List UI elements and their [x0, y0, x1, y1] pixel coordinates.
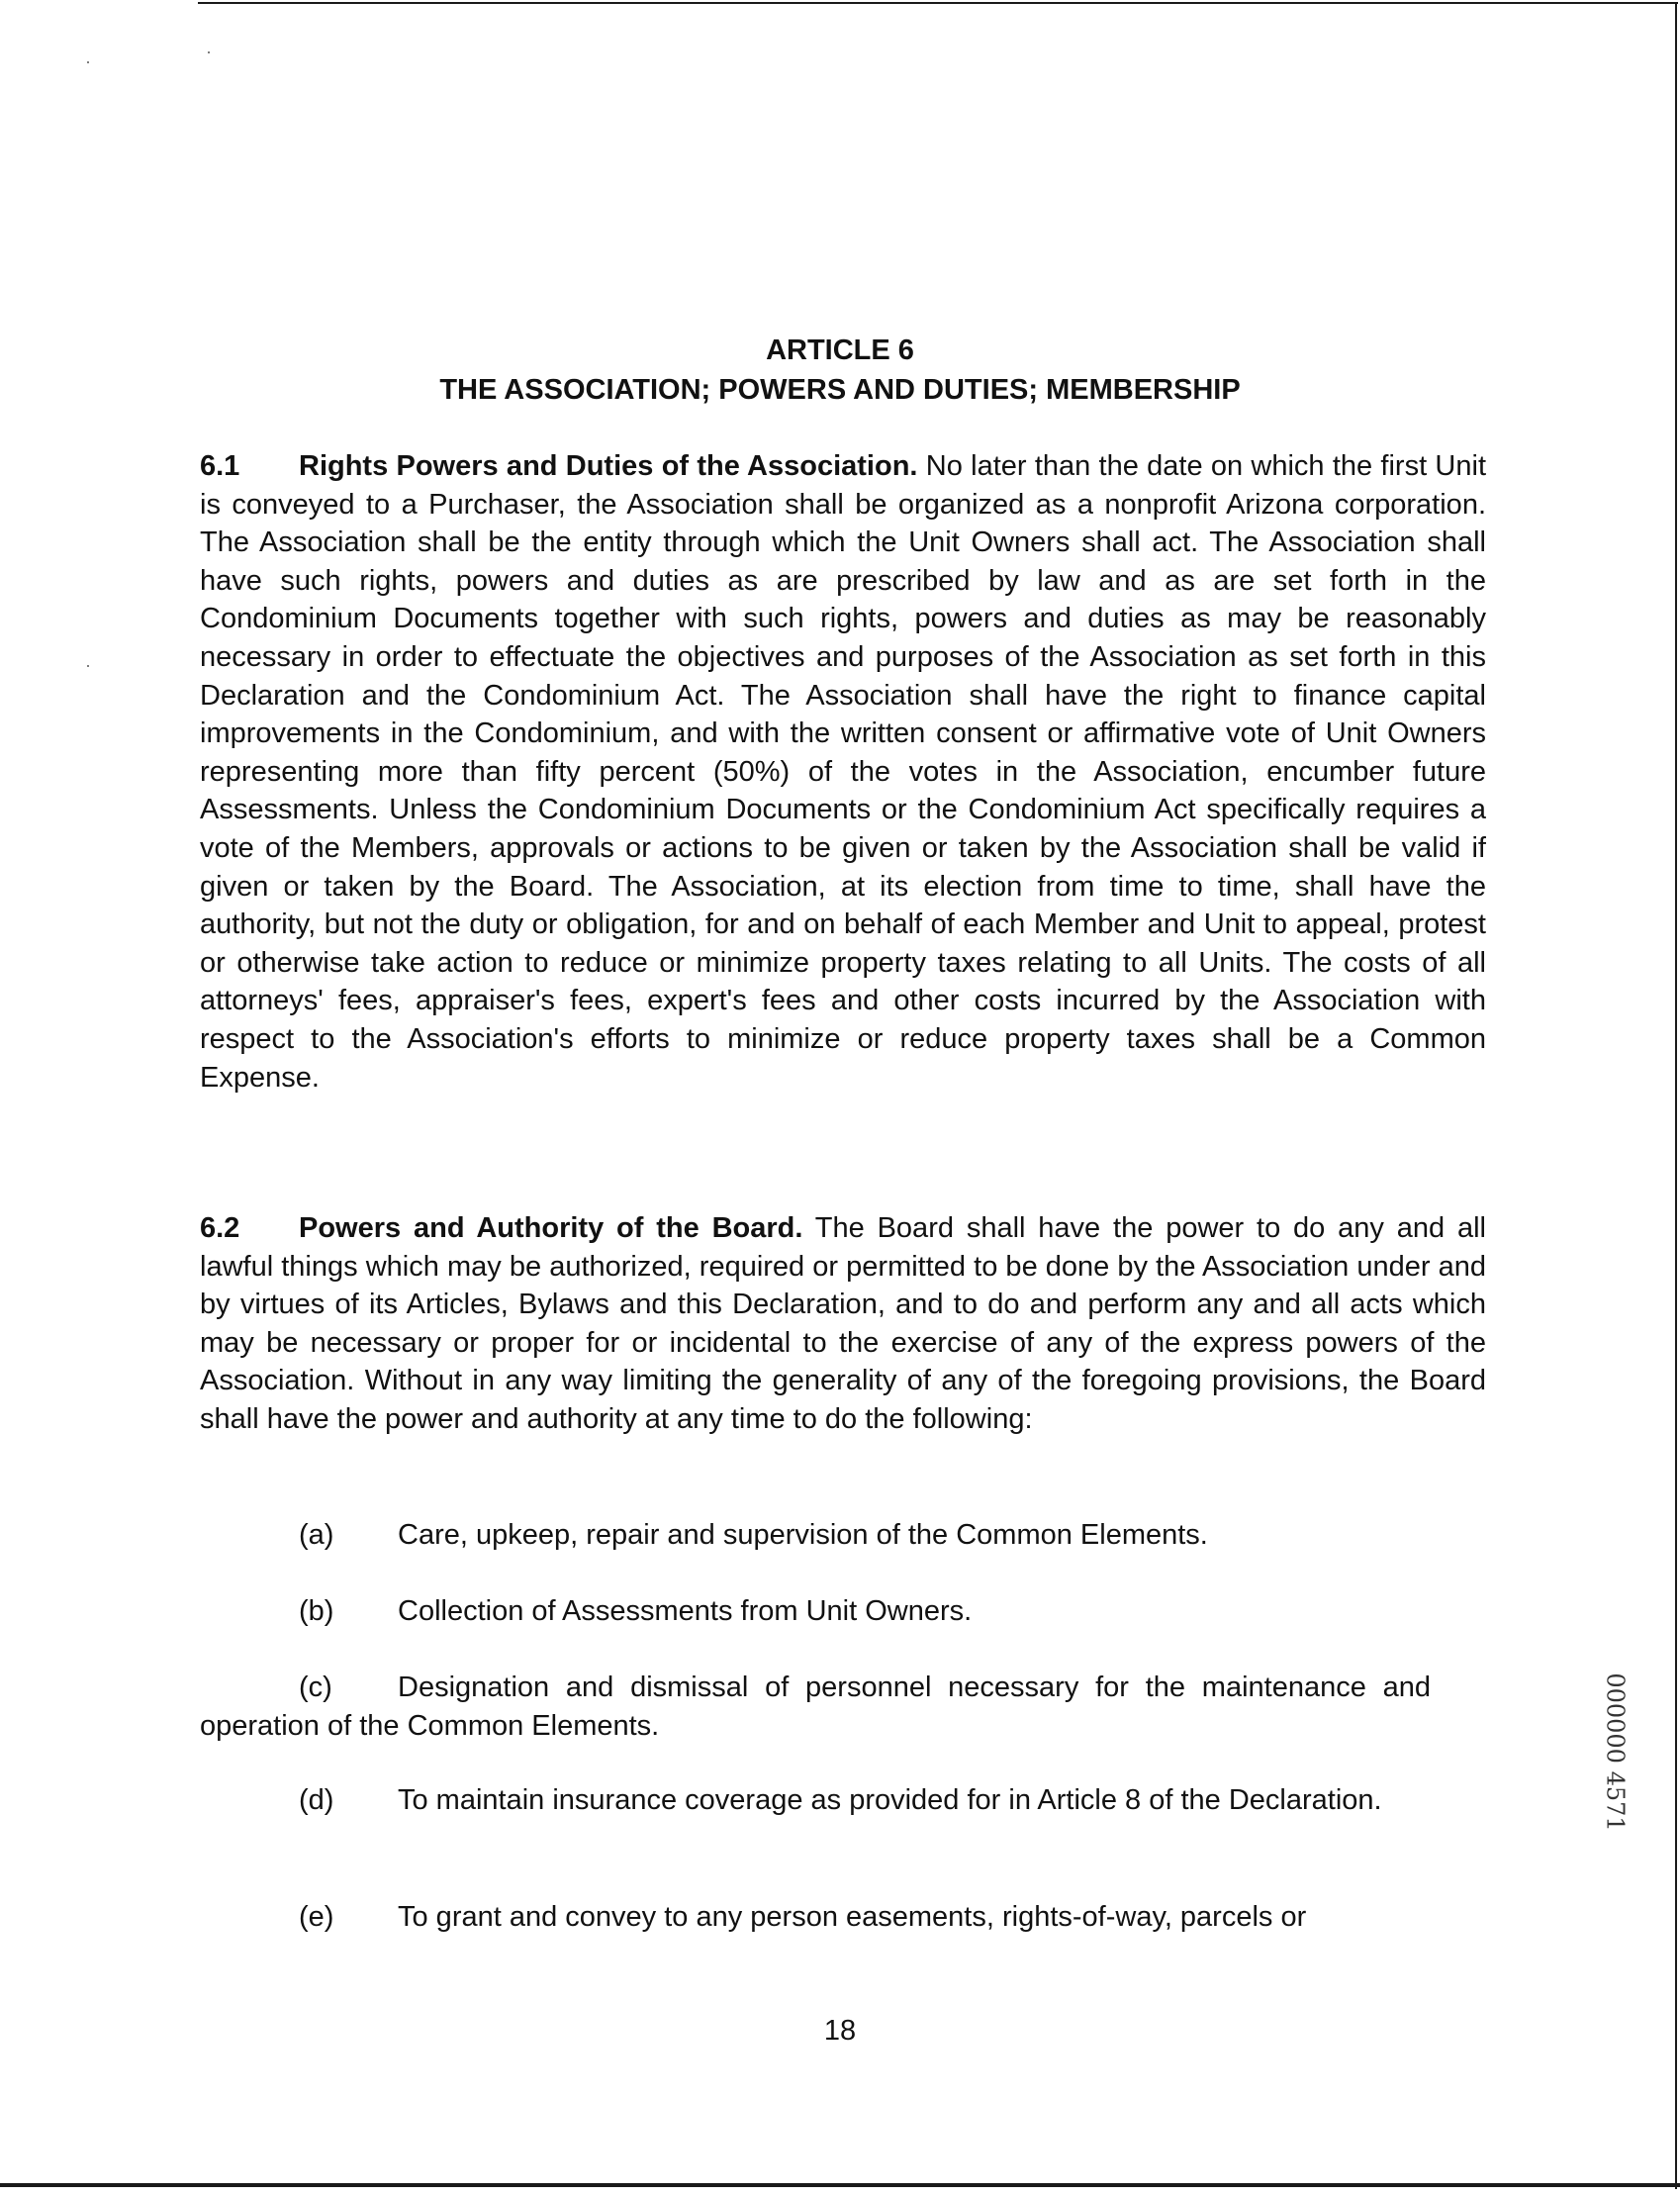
recording-stamp-text: 000000 4571 — [1601, 1672, 1630, 1832]
section-6-2 — [200, 1209, 1486, 1439]
scan-border-top — [198, 2, 1678, 4]
section-number: 6.1 — [200, 450, 240, 482]
scan-speck — [87, 61, 89, 63]
scan-speck — [208, 51, 210, 53]
list-text: Collection of Assessments from Unit Owners. — [398, 1595, 973, 1627]
list-label: (e) — [299, 1901, 334, 1933]
list-text: Care, upkeep, repair and supervision of the Common Elements. — [398, 1519, 1208, 1551]
page-number: 18 — [823, 2015, 857, 2047]
section-text: No later than the date on which the first Unit is conveyed to a Purchaser, the Association shall be organized as a nonprofit Arizona corporation. The Association shall be the entity through which the Unit Owners shall act. The Association shall have such rights, powers and duties as are prescribed by law and as are set forth in the Condominium Documents together with such rights, powers and duties as may be reasonably necessary in order to effectuate the objectives and purposes of the Association as set forth in this Declaration and the Condominium Act. The Association shall have the right to finance capital improvements in the Condominium, and with the written consent or affirmative vote of Unit Owners representing more than fifty percent (50%) of the votes in the Association, encumber future Assessments. Unless the Condominium Documents or the Condominium Act specifically requires a vote of the Members, approvals or actions to be given or taken by the Association shall be valid if given or taken by the Board. The Association, at its election from time to time, shall have the authority, but not the duty or obligation, for and on behalf of each Member and Unit to appeal, protest or otherwise take action to reduce or minimize property taxes relating to all Units. The costs of all attorneys' fees, appraiser's fees, expert's fees and other costs incurred by the Association with respect to the Association's efforts to minimize or reduce property taxes shall be a Common Expense. — [200, 450, 1486, 1094]
list-label: (d) — [299, 1784, 334, 1816]
section-title: Rights Powers and Duties of the Association. — [299, 450, 918, 482]
list-item-c — [200, 1669, 1431, 1745]
list-text: To maintain insurance coverage as provided for in Article 8 of the Declaration. — [398, 1784, 1382, 1816]
section-number: 6.2 — [200, 1212, 240, 1244]
article-number: ARTICLE 6 — [766, 334, 914, 366]
list-text: To grant and convey to any person easements, rights-of-way, parcels or — [398, 1901, 1307, 1933]
list-label: (a) — [299, 1519, 334, 1551]
scan-border-right — [1675, 2, 1677, 2189]
section-6-1 — [200, 447, 1486, 1097]
list-label: (c) — [299, 1672, 332, 1703]
scan-border-bottom — [0, 2183, 1680, 2187]
list-label: (b) — [299, 1595, 334, 1627]
list-item-b — [299, 1592, 972, 1630]
list-item-e — [299, 1898, 1306, 1936]
article-title: THE ASSOCIATION; POWERS AND DUTIES; MEMBERSHIP — [439, 374, 1241, 406]
section-title: Powers and Authority of the Board. — [299, 1212, 803, 1244]
list-item-d — [200, 1781, 1486, 1820]
list-text: Designation and dismissal of personnel necessary for the maintenance and operation of the Common Elements. — [200, 1672, 1431, 1742]
section-text: The Board shall have the power to do any and all lawful things which may be authorized, required or permitted to be done by the Association under and by virtues of its Articles, Bylaws and this Declaration, and to do and perform any and all acts which may be necessary or proper for or incidental to the exercise of any of the express powers of the Association. Without in any way limiting the generality of any of the foregoing provisions, the Board shall have the power and authority at any time to do the following: — [200, 1212, 1486, 1435]
scan-speck — [87, 665, 89, 667]
list-item-a — [299, 1516, 1208, 1554]
